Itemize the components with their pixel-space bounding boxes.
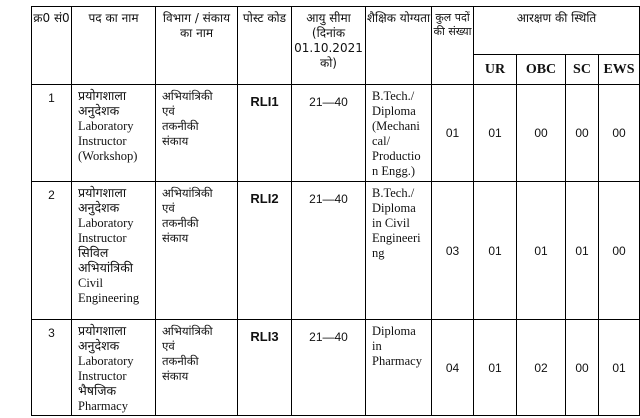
table-row	[32, 182, 640, 320]
header-reservation: आरक्षण की स्थिति	[474, 7, 640, 55]
row-ews: 01	[599, 320, 640, 416]
header-obc: OBC	[517, 55, 566, 85]
row-department: अभियांत्रिकी एवं तकनीकी संकाय	[156, 85, 238, 182]
header-ur: UR	[474, 55, 517, 85]
recruitment-table	[31, 6, 640, 416]
row-ur: 01	[474, 182, 517, 320]
row-ews: 00	[599, 182, 640, 320]
row-ur: 01	[474, 85, 517, 182]
row-post-code: RLI1	[238, 85, 292, 182]
row-post-name: प्रयोगशाला अनुदेशक Laboratory Instructor (Workshop)	[72, 85, 156, 182]
row-total-posts: 01	[432, 85, 474, 182]
row-sc: 01	[566, 182, 599, 320]
row-post-name: प्रयोगशाला अनुदेशक Laboratory Instructor भैषजिक Pharmacy	[72, 320, 156, 416]
row-age-limit: 21—40	[292, 182, 366, 320]
row-department: अभियांत्रिकी एवं तकनीकी संकाय	[156, 182, 238, 320]
table-row	[32, 320, 640, 416]
row-qualification: B.Tech./ Diploma (Mechani cal/ Productio n Engg.)	[366, 85, 432, 182]
header-department: विभाग / संकाय का नाम	[156, 7, 238, 85]
header-sc: SC	[566, 55, 599, 85]
row-post-code: RLI2	[238, 182, 292, 320]
row-sc: 00	[566, 85, 599, 182]
header-qualification: शैक्षिक योग्यता	[366, 7, 432, 85]
row-sno: 1	[32, 85, 72, 182]
row-obc: 01	[517, 182, 566, 320]
row-total-posts: 03	[432, 182, 474, 320]
row-total-posts: 04	[432, 320, 474, 416]
row-qualification: B.Tech./ Diploma in Civil Engineeri ng	[366, 182, 432, 320]
row-sno: 2	[32, 182, 72, 320]
row-age-limit: 21—40	[292, 85, 366, 182]
header-sno: क्र0 सं0	[32, 7, 72, 85]
header-post-code: पोस्ट कोड	[238, 7, 292, 85]
row-age-limit: 21—40	[292, 320, 366, 416]
recruitment-table-wrapper	[31, 6, 640, 416]
header-total-posts: कुल पदों की संख्या	[432, 7, 474, 85]
row-ur: 01	[474, 320, 517, 416]
header-age-limit: आयु सीमा (दिनांक 01.10.2021 को)	[292, 7, 366, 85]
row-qualification: Diploma in Pharmacy	[366, 320, 432, 416]
row-obc: 00	[517, 85, 566, 182]
header-ews: EWS	[599, 55, 640, 85]
header-post-name: पद का नाम	[72, 7, 156, 85]
row-post-name: प्रयोगशाला अनुदेशक Laboratory Instructor सिविल अभियांत्रिकी Civil Engineering	[72, 182, 156, 320]
row-ews: 00	[599, 85, 640, 182]
row-post-code: RLI3	[238, 320, 292, 416]
header-row-1	[32, 7, 640, 55]
row-sc: 00	[566, 320, 599, 416]
row-department: अभियांत्रिकी एवं तकनीकी संकाय	[156, 320, 238, 416]
row-obc: 02	[517, 320, 566, 416]
table-row	[32, 85, 640, 182]
row-sno: 3	[32, 320, 72, 416]
